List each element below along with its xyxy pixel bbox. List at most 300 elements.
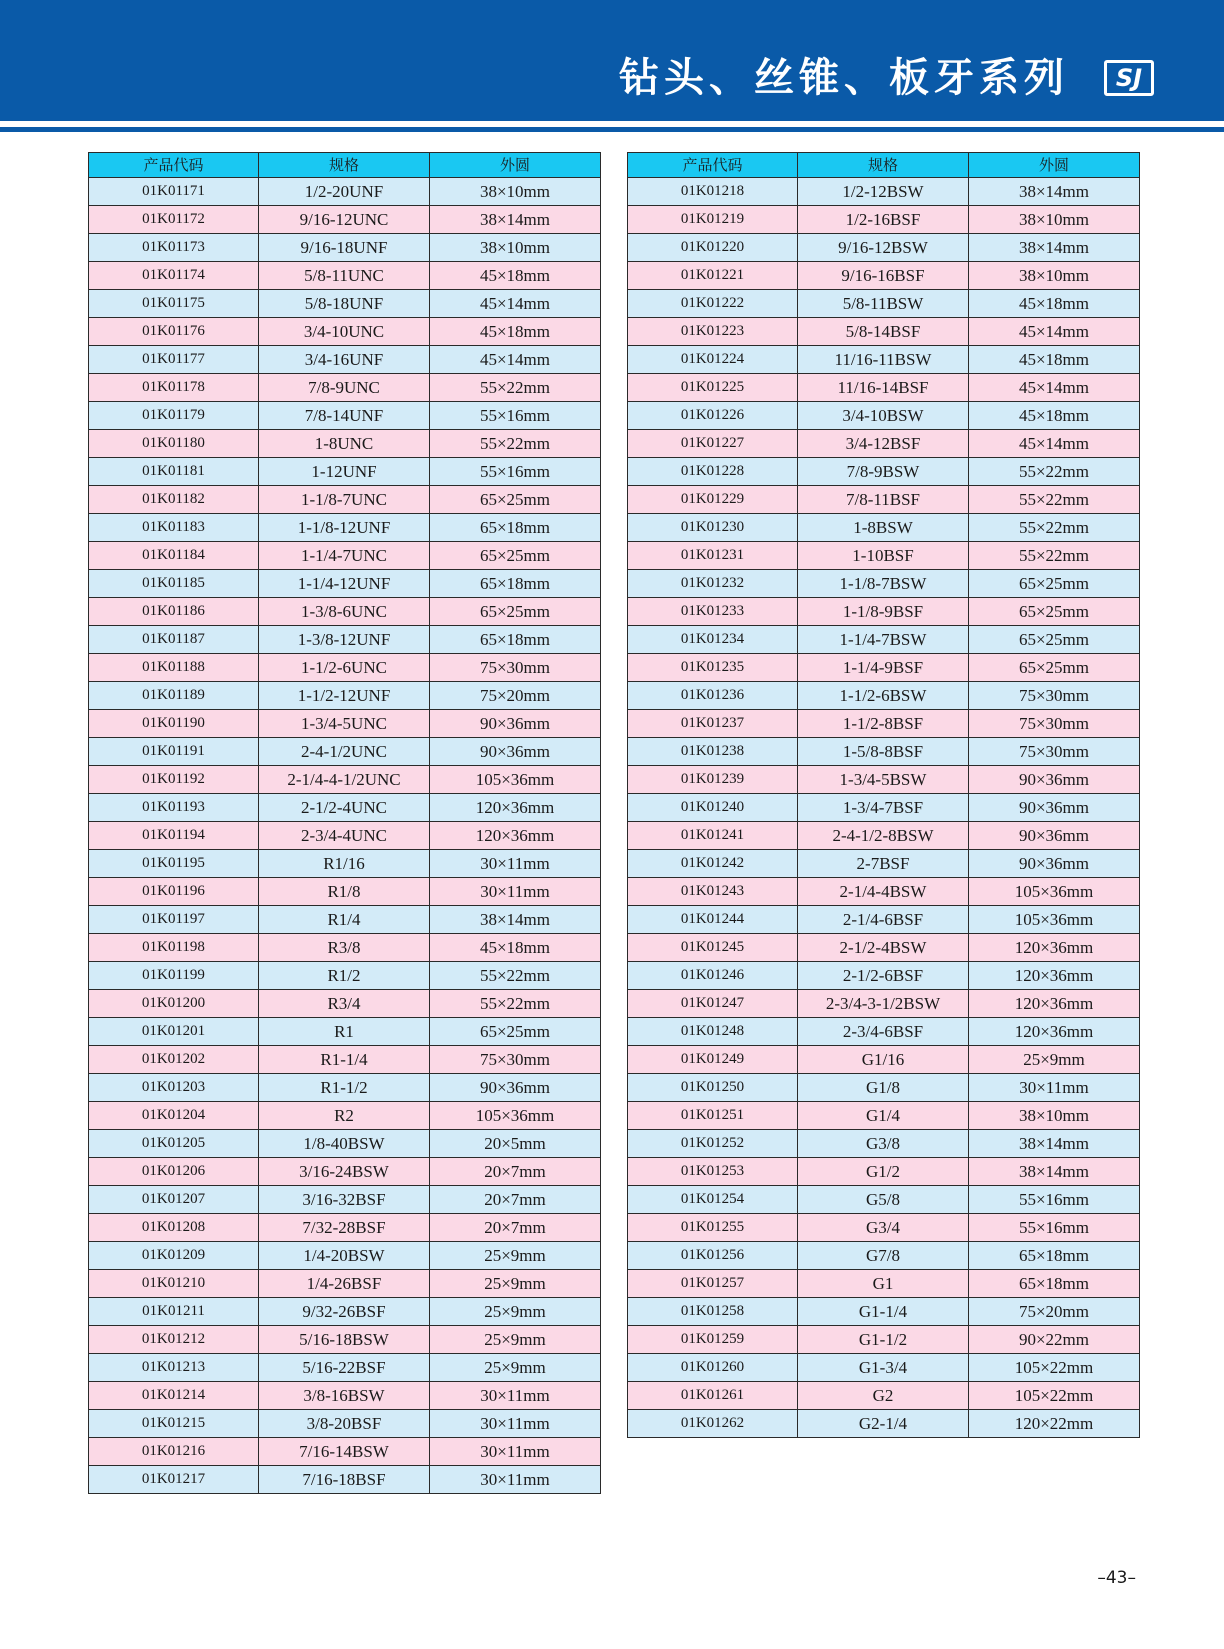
size-cell: 65×25mm bbox=[430, 598, 601, 626]
size-cell: 90×22mm bbox=[969, 1326, 1140, 1354]
code-cell: 01K01255 bbox=[628, 1214, 798, 1242]
table-row bbox=[628, 402, 1140, 430]
size-cell: 55×22mm bbox=[969, 458, 1140, 486]
table-row bbox=[628, 1046, 1140, 1074]
table-row bbox=[628, 234, 1140, 262]
spec-cell: 1-10BSF bbox=[798, 542, 969, 570]
code-cell: 01K01204 bbox=[89, 1102, 259, 1130]
table-row bbox=[628, 766, 1140, 794]
code-cell: 01K01179 bbox=[89, 402, 259, 430]
table-row bbox=[628, 1102, 1140, 1130]
spec-cell: 2-1/4-4BSW bbox=[798, 878, 969, 906]
code-cell: 01K01247 bbox=[628, 990, 798, 1018]
table-row bbox=[628, 1242, 1140, 1270]
size-cell: 30×11mm bbox=[430, 850, 601, 878]
spec-cell: 1-1/4-7BSW bbox=[798, 626, 969, 654]
code-cell: 01K01254 bbox=[628, 1186, 798, 1214]
table-row bbox=[89, 1354, 601, 1382]
size-cell: 65×25mm bbox=[430, 486, 601, 514]
column-header-spec: 规格 bbox=[798, 153, 969, 178]
page-header bbox=[0, 0, 1224, 121]
code-cell: 01K01221 bbox=[628, 262, 798, 290]
table-row bbox=[89, 654, 601, 682]
size-cell: 30×11mm bbox=[430, 1382, 601, 1410]
size-cell: 65×25mm bbox=[969, 570, 1140, 598]
size-cell: 120×36mm bbox=[969, 962, 1140, 990]
code-cell: 01K01239 bbox=[628, 766, 798, 794]
size-cell: 55×16mm bbox=[969, 1186, 1140, 1214]
header-rule-light bbox=[0, 121, 1224, 124]
spec-cell: G1 bbox=[798, 1270, 969, 1298]
table-row bbox=[628, 542, 1140, 570]
spec-cell: 2-3/4-6BSF bbox=[798, 1018, 969, 1046]
size-cell: 120×36mm bbox=[430, 794, 601, 822]
spec-cell: R1-1/4 bbox=[259, 1046, 430, 1074]
size-cell: 55×22mm bbox=[969, 486, 1140, 514]
code-cell: 01K01178 bbox=[89, 374, 259, 402]
size-cell: 55×16mm bbox=[430, 458, 601, 486]
table-row bbox=[628, 458, 1140, 486]
size-cell: 105×36mm bbox=[969, 906, 1140, 934]
code-cell: 01K01260 bbox=[628, 1354, 798, 1382]
spec-cell: G1/2 bbox=[798, 1158, 969, 1186]
spec-cell: 1-1/8-7UNC bbox=[259, 486, 430, 514]
spec-cell: G1-1/2 bbox=[798, 1326, 969, 1354]
spec-cell: 1-1/4-9BSF bbox=[798, 654, 969, 682]
code-cell: 01K01225 bbox=[628, 374, 798, 402]
table-row bbox=[89, 1186, 601, 1214]
spec-cell: R1-1/2 bbox=[259, 1074, 430, 1102]
spec-cell: 7/8-14UNF bbox=[259, 402, 430, 430]
code-cell: 01K01232 bbox=[628, 570, 798, 598]
code-cell: 01K01252 bbox=[628, 1130, 798, 1158]
table-row bbox=[89, 822, 601, 850]
size-cell: 45×18mm bbox=[969, 402, 1140, 430]
spec-cell: G3/8 bbox=[798, 1130, 969, 1158]
code-cell: 01K01210 bbox=[89, 1270, 259, 1298]
spec-cell: G1-1/4 bbox=[798, 1298, 969, 1326]
spec-cell: G1-3/4 bbox=[798, 1354, 969, 1382]
table-row bbox=[89, 766, 601, 794]
code-cell: 01K01256 bbox=[628, 1242, 798, 1270]
size-cell: 20×5mm bbox=[430, 1130, 601, 1158]
table-body-left bbox=[89, 178, 601, 1494]
size-cell: 105×36mm bbox=[430, 1102, 601, 1130]
spec-cell: 1-3/4-5UNC bbox=[259, 710, 430, 738]
code-cell: 01K01193 bbox=[89, 794, 259, 822]
spec-cell: 3/16-32BSF bbox=[259, 1186, 430, 1214]
code-cell: 01K01220 bbox=[628, 234, 798, 262]
code-cell: 01K01186 bbox=[89, 598, 259, 626]
spec-cell: 2-1/4-6BSF bbox=[798, 906, 969, 934]
code-cell: 01K01211 bbox=[89, 1298, 259, 1326]
code-cell: 01K01201 bbox=[89, 1018, 259, 1046]
table-header-row bbox=[89, 153, 601, 178]
size-cell: 45×18mm bbox=[969, 290, 1140, 318]
size-cell: 120×36mm bbox=[969, 1018, 1140, 1046]
table-row bbox=[628, 346, 1140, 374]
table-row bbox=[628, 430, 1140, 458]
size-cell: 120×36mm bbox=[430, 822, 601, 850]
code-cell: 01K01261 bbox=[628, 1382, 798, 1410]
size-cell: 105×36mm bbox=[430, 766, 601, 794]
code-cell: 01K01209 bbox=[89, 1242, 259, 1270]
code-cell: 01K01227 bbox=[628, 430, 798, 458]
size-cell: 38×10mm bbox=[969, 1102, 1140, 1130]
code-cell: 01K01215 bbox=[89, 1410, 259, 1438]
spec-cell: 1-1/8-12UNF bbox=[259, 514, 430, 542]
size-cell: 45×18mm bbox=[430, 934, 601, 962]
size-cell: 45×14mm bbox=[969, 374, 1140, 402]
page-title: 钻头、丝锥、板牙系列 bbox=[619, 55, 1069, 101]
spec-cell: R1 bbox=[259, 1018, 430, 1046]
table-row bbox=[628, 1270, 1140, 1298]
spec-cell: 1/4-20BSW bbox=[259, 1242, 430, 1270]
table-row bbox=[628, 794, 1140, 822]
size-cell: 45×14mm bbox=[430, 346, 601, 374]
table-row bbox=[89, 1214, 601, 1242]
size-cell: 105×22mm bbox=[969, 1354, 1140, 1382]
size-cell: 90×36mm bbox=[430, 738, 601, 766]
code-cell: 01K01198 bbox=[89, 934, 259, 962]
spec-cell: R3/8 bbox=[259, 934, 430, 962]
table-row bbox=[89, 346, 601, 374]
table-row bbox=[628, 1298, 1140, 1326]
table-row bbox=[628, 486, 1140, 514]
table-body-right bbox=[628, 178, 1140, 1438]
table-row bbox=[89, 794, 601, 822]
spec-cell: 9/16-16BSF bbox=[798, 262, 969, 290]
table-row bbox=[628, 1354, 1140, 1382]
table-row bbox=[628, 990, 1140, 1018]
code-cell: 01K01177 bbox=[89, 346, 259, 374]
size-cell: 65×25mm bbox=[969, 654, 1140, 682]
table-row bbox=[628, 178, 1140, 206]
size-cell: 25×9mm bbox=[430, 1326, 601, 1354]
table-row bbox=[628, 822, 1140, 850]
code-cell: 01K01208 bbox=[89, 1214, 259, 1242]
spec-cell: 5/8-11BSW bbox=[798, 290, 969, 318]
table-row bbox=[89, 262, 601, 290]
table-row bbox=[89, 1298, 601, 1326]
spec-cell: 7/16-18BSF bbox=[259, 1466, 430, 1494]
spec-cell: 1/2-12BSW bbox=[798, 178, 969, 206]
size-cell: 20×7mm bbox=[430, 1186, 601, 1214]
spec-cell: 3/8-20BSF bbox=[259, 1410, 430, 1438]
size-cell: 25×9mm bbox=[430, 1242, 601, 1270]
table-row bbox=[628, 1326, 1140, 1354]
spec-cell: 3/4-10UNC bbox=[259, 318, 430, 346]
size-cell: 38×10mm bbox=[969, 206, 1140, 234]
spec-cell: 7/8-11BSF bbox=[798, 486, 969, 514]
table-row bbox=[89, 178, 601, 206]
code-cell: 01K01245 bbox=[628, 934, 798, 962]
table-row bbox=[628, 738, 1140, 766]
spec-cell: G2 bbox=[798, 1382, 969, 1410]
table-row bbox=[89, 850, 601, 878]
code-cell: 01K01184 bbox=[89, 542, 259, 570]
code-cell: 01K01241 bbox=[628, 822, 798, 850]
size-cell: 90×36mm bbox=[969, 850, 1140, 878]
table-row bbox=[89, 1326, 601, 1354]
table-row bbox=[89, 290, 601, 318]
size-cell: 90×36mm bbox=[969, 822, 1140, 850]
spec-cell: 1/2-20UNF bbox=[259, 178, 430, 206]
code-cell: 01K01181 bbox=[89, 458, 259, 486]
size-cell: 90×36mm bbox=[969, 794, 1140, 822]
spec-cell: 1-1/4-12UNF bbox=[259, 570, 430, 598]
table-row bbox=[89, 1270, 601, 1298]
spec-cell: 1-8UNC bbox=[259, 430, 430, 458]
table-row bbox=[89, 962, 601, 990]
size-cell: 38×14mm bbox=[969, 234, 1140, 262]
table-row bbox=[628, 1186, 1140, 1214]
table-row bbox=[89, 1242, 601, 1270]
spec-cell: 3/8-16BSW bbox=[259, 1382, 430, 1410]
table-row bbox=[89, 374, 601, 402]
code-cell: 01K01191 bbox=[89, 738, 259, 766]
table-row bbox=[89, 1018, 601, 1046]
spec-cell: 11/16-14BSF bbox=[798, 374, 969, 402]
spec-cell: 1-3/4-7BSF bbox=[798, 794, 969, 822]
size-cell: 105×22mm bbox=[969, 1382, 1140, 1410]
table-row bbox=[89, 570, 601, 598]
code-cell: 01K01253 bbox=[628, 1158, 798, 1186]
size-cell: 65×25mm bbox=[430, 542, 601, 570]
size-cell: 75×20mm bbox=[969, 1298, 1140, 1326]
size-cell: 25×9mm bbox=[430, 1270, 601, 1298]
spec-cell: G1/4 bbox=[798, 1102, 969, 1130]
size-cell: 75×30mm bbox=[969, 682, 1140, 710]
table-row bbox=[89, 1410, 601, 1438]
spec-cell: 2-4-1/2-8BSW bbox=[798, 822, 969, 850]
spec-cell: 1-3/8-12UNF bbox=[259, 626, 430, 654]
table-row bbox=[89, 458, 601, 486]
spec-cell: 2-1/2-6BSF bbox=[798, 962, 969, 990]
spec-cell: 5/8-11UNC bbox=[259, 262, 430, 290]
code-cell: 01K01214 bbox=[89, 1382, 259, 1410]
table-row bbox=[628, 710, 1140, 738]
size-cell: 55×16mm bbox=[430, 402, 601, 430]
table-row bbox=[89, 234, 601, 262]
size-cell: 55×22mm bbox=[969, 542, 1140, 570]
size-cell: 38×10mm bbox=[430, 234, 601, 262]
size-cell: 20×7mm bbox=[430, 1214, 601, 1242]
size-cell: 38×10mm bbox=[430, 178, 601, 206]
spec-cell: 1-5/8-8BSF bbox=[798, 738, 969, 766]
code-cell: 01K01226 bbox=[628, 402, 798, 430]
code-cell: 01K01194 bbox=[89, 822, 259, 850]
spec-table-left bbox=[88, 152, 601, 1494]
size-cell: 90×36mm bbox=[430, 710, 601, 738]
size-cell: 65×25mm bbox=[969, 598, 1140, 626]
table-row bbox=[89, 710, 601, 738]
size-cell: 55×22mm bbox=[430, 990, 601, 1018]
size-cell: 45×14mm bbox=[969, 318, 1140, 346]
code-cell: 01K01174 bbox=[89, 262, 259, 290]
code-cell: 01K01183 bbox=[89, 514, 259, 542]
code-cell: 01K01175 bbox=[89, 290, 259, 318]
brand-logo-icon: SJ bbox=[1104, 60, 1154, 96]
spec-cell: 2-1/4-4-1/2UNC bbox=[259, 766, 430, 794]
table-row bbox=[89, 682, 601, 710]
table-row bbox=[89, 990, 601, 1018]
spec-cell: 1-3/8-6UNC bbox=[259, 598, 430, 626]
code-cell: 01K01182 bbox=[89, 486, 259, 514]
code-cell: 01K01238 bbox=[628, 738, 798, 766]
table-row bbox=[628, 318, 1140, 346]
code-cell: 01K01229 bbox=[628, 486, 798, 514]
table-row bbox=[89, 598, 601, 626]
spec-cell: 11/16-11BSW bbox=[798, 346, 969, 374]
table-row bbox=[628, 290, 1140, 318]
spec-cell: 5/16-22BSF bbox=[259, 1354, 430, 1382]
table-row bbox=[89, 934, 601, 962]
spec-cell: 1-1/4-7UNC bbox=[259, 542, 430, 570]
spec-cell: 1-1/2-6BSW bbox=[798, 682, 969, 710]
spec-cell: 5/8-18UNF bbox=[259, 290, 430, 318]
spec-cell: G7/8 bbox=[798, 1242, 969, 1270]
code-cell: 01K01203 bbox=[89, 1074, 259, 1102]
spec-cell: 1-12UNF bbox=[259, 458, 430, 486]
size-cell: 75×20mm bbox=[430, 682, 601, 710]
table-row bbox=[628, 626, 1140, 654]
spec-cell: R3/4 bbox=[259, 990, 430, 1018]
page-number: –43– bbox=[1097, 1568, 1136, 1588]
code-cell: 01K01197 bbox=[89, 906, 259, 934]
table-row bbox=[628, 878, 1140, 906]
code-cell: 01K01207 bbox=[89, 1186, 259, 1214]
code-cell: 01K01173 bbox=[89, 234, 259, 262]
size-cell: 90×36mm bbox=[430, 1074, 601, 1102]
spec-cell: R1/2 bbox=[259, 962, 430, 990]
code-cell: 01K01242 bbox=[628, 850, 798, 878]
table-row bbox=[89, 1438, 601, 1466]
table-row bbox=[628, 682, 1140, 710]
spec-cell: 1/8-40BSW bbox=[259, 1130, 430, 1158]
header-rule-blue bbox=[0, 127, 1224, 132]
table-row bbox=[628, 1158, 1140, 1186]
code-cell: 01K01228 bbox=[628, 458, 798, 486]
code-cell: 01K01258 bbox=[628, 1298, 798, 1326]
size-cell: 45×18mm bbox=[430, 318, 601, 346]
code-cell: 01K01219 bbox=[628, 206, 798, 234]
table-row bbox=[628, 262, 1140, 290]
code-cell: 01K01262 bbox=[628, 1410, 798, 1438]
size-cell: 38×14mm bbox=[969, 1158, 1140, 1186]
code-cell: 01K01233 bbox=[628, 598, 798, 626]
code-cell: 01K01224 bbox=[628, 346, 798, 374]
table-row bbox=[89, 542, 601, 570]
size-cell: 65×25mm bbox=[430, 1018, 601, 1046]
table-row bbox=[628, 570, 1140, 598]
table-row bbox=[89, 402, 601, 430]
column-header-size: 外圆 bbox=[430, 153, 601, 178]
spec-cell: 3/16-24BSW bbox=[259, 1158, 430, 1186]
table-row bbox=[89, 1074, 601, 1102]
spec-cell: 2-7BSF bbox=[798, 850, 969, 878]
size-cell: 65×18mm bbox=[430, 626, 601, 654]
spec-cell: 1-1/2-12UNF bbox=[259, 682, 430, 710]
table-row bbox=[89, 1102, 601, 1130]
size-cell: 120×36mm bbox=[969, 990, 1140, 1018]
spec-cell: G5/8 bbox=[798, 1186, 969, 1214]
table-row bbox=[628, 654, 1140, 682]
spec-cell: G3/4 bbox=[798, 1214, 969, 1242]
spec-cell: 2-3/4-4UNC bbox=[259, 822, 430, 850]
table-row bbox=[89, 430, 601, 458]
code-cell: 01K01257 bbox=[628, 1270, 798, 1298]
size-cell: 75×30mm bbox=[969, 738, 1140, 766]
spec-cell: 5/16-18BSW bbox=[259, 1326, 430, 1354]
spec-cell: 2-3/4-3-1/2BSW bbox=[798, 990, 969, 1018]
table-row bbox=[628, 906, 1140, 934]
code-cell: 01K01235 bbox=[628, 654, 798, 682]
table-row bbox=[628, 1130, 1140, 1158]
spec-cell: 3/4-12BSF bbox=[798, 430, 969, 458]
size-cell: 30×11mm bbox=[430, 1410, 601, 1438]
code-cell: 01K01248 bbox=[628, 1018, 798, 1046]
code-cell: 01K01180 bbox=[89, 430, 259, 458]
table-row bbox=[89, 1046, 601, 1074]
spec-cell: 1-3/4-5BSW bbox=[798, 766, 969, 794]
size-cell: 55×22mm bbox=[430, 374, 601, 402]
size-cell: 65×18mm bbox=[969, 1270, 1140, 1298]
spec-cell: R1/8 bbox=[259, 878, 430, 906]
size-cell: 75×30mm bbox=[430, 654, 601, 682]
size-cell: 75×30mm bbox=[430, 1046, 601, 1074]
size-cell: 20×7mm bbox=[430, 1158, 601, 1186]
spec-cell: 9/16-12UNC bbox=[259, 206, 430, 234]
code-cell: 01K01237 bbox=[628, 710, 798, 738]
size-cell: 38×14mm bbox=[969, 1130, 1140, 1158]
spec-cell: 3/4-10BSW bbox=[798, 402, 969, 430]
spec-cell: 7/8-9BSW bbox=[798, 458, 969, 486]
table-row bbox=[89, 1466, 601, 1494]
table-row bbox=[89, 514, 601, 542]
spec-cell: 2-4-1/2UNC bbox=[259, 738, 430, 766]
column-header-spec: 规格 bbox=[259, 153, 430, 178]
table-header-row bbox=[628, 153, 1140, 178]
size-cell: 75×30mm bbox=[969, 710, 1140, 738]
code-cell: 01K01223 bbox=[628, 318, 798, 346]
code-cell: 01K01230 bbox=[628, 514, 798, 542]
code-cell: 01K01212 bbox=[89, 1326, 259, 1354]
code-cell: 01K01222 bbox=[628, 290, 798, 318]
code-cell: 01K01259 bbox=[628, 1326, 798, 1354]
table-row bbox=[628, 1382, 1140, 1410]
column-header-code: 产品代码 bbox=[628, 153, 798, 178]
table-row bbox=[628, 1410, 1140, 1438]
spec-cell: 7/16-14BSW bbox=[259, 1438, 430, 1466]
code-cell: 01K01195 bbox=[89, 850, 259, 878]
size-cell: 45×18mm bbox=[969, 346, 1140, 374]
table-row bbox=[628, 1074, 1140, 1102]
code-cell: 01K01190 bbox=[89, 710, 259, 738]
size-cell: 65×18mm bbox=[430, 514, 601, 542]
size-cell: 90×36mm bbox=[969, 766, 1140, 794]
code-cell: 01K01171 bbox=[89, 178, 259, 206]
size-cell: 30×11mm bbox=[430, 1438, 601, 1466]
code-cell: 01K01243 bbox=[628, 878, 798, 906]
spec-cell: 7/8-9UNC bbox=[259, 374, 430, 402]
table-row bbox=[628, 962, 1140, 990]
table-row bbox=[628, 206, 1140, 234]
table-row bbox=[89, 738, 601, 766]
code-cell: 01K01196 bbox=[89, 878, 259, 906]
spec-cell: 1-8BSW bbox=[798, 514, 969, 542]
size-cell: 120×36mm bbox=[969, 934, 1140, 962]
